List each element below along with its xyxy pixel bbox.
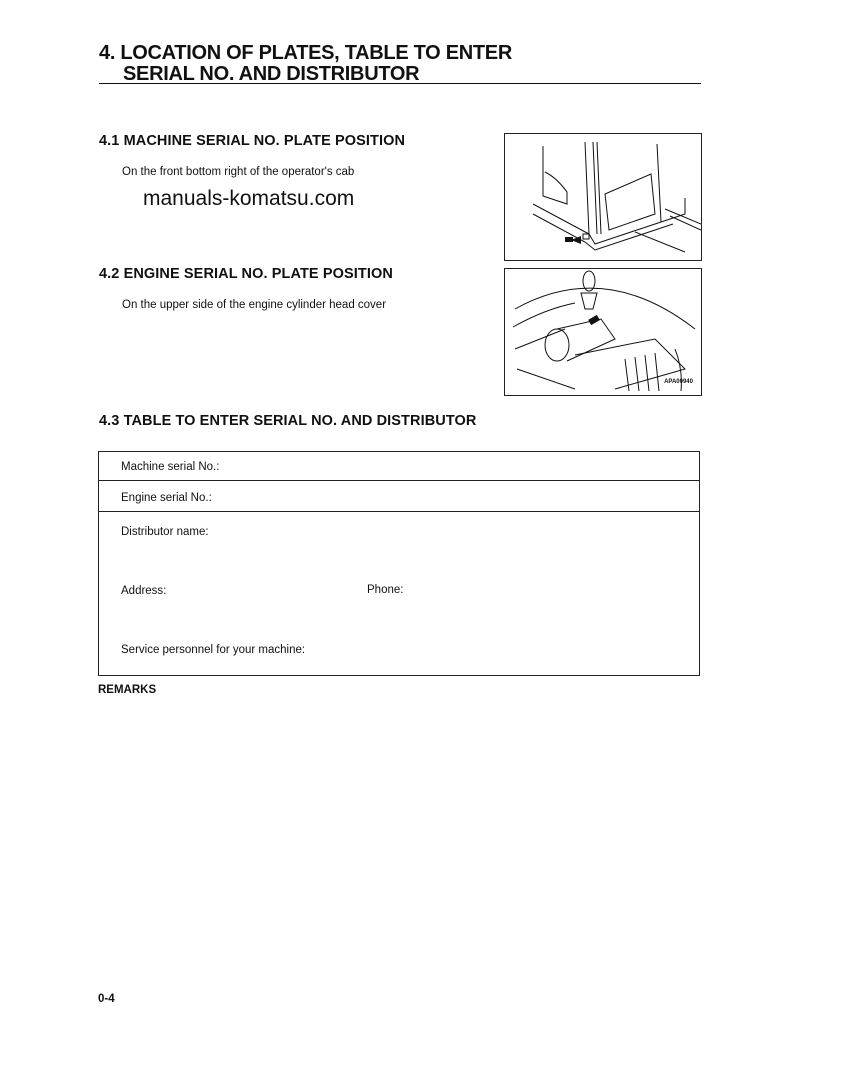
machine-serial-row — [99, 452, 699, 481]
page-title-line-1: 4. LOCATION OF PLATES, TABLE TO ENTER — [99, 42, 512, 64]
remarks-heading: REMARKS — [98, 684, 157, 696]
section-heading-4-3: 4.3 TABLE TO ENTER SERIAL NO. AND DISTRIBUTOR — [99, 413, 477, 429]
cab-plate-figure — [504, 133, 702, 261]
watermark: manuals-komatsu.com — [143, 187, 355, 210]
engine-serial-row — [99, 481, 699, 512]
title-divider — [99, 83, 701, 84]
section-text-4-1: On the front bottom right of the operator's cab — [122, 166, 355, 178]
page-title — [99, 43, 512, 85]
cab-plate-illustration-icon — [505, 134, 701, 260]
section-text-4-2: On the upper side of the engine cylinder head cover — [122, 299, 387, 311]
distributor-name-label: Distributor name: — [121, 526, 209, 538]
engine-serial-label: Engine serial No.: — [121, 492, 212, 504]
phone-label: Phone: — [367, 584, 404, 596]
page-title-line-2: SERIAL NO. AND DISTRIBUTOR — [123, 63, 420, 85]
page-number: 0-4 — [98, 993, 115, 1005]
section-heading-4-1: 4.1 MACHINE SERIAL NO. PLATE POSITION — [99, 133, 406, 149]
engine-plate-illustration-icon — [505, 269, 701, 395]
engine-plate-figure — [504, 268, 702, 396]
engine-figure-label: APA00940 — [664, 379, 693, 385]
address-label: Address: — [121, 585, 167, 597]
service-personnel-label: Service personnel for your machine: — [121, 644, 306, 656]
section-heading-4-2: 4.2 ENGINE SERIAL NO. PLATE POSITION — [99, 266, 393, 282]
machine-serial-label: Machine serial No.: — [121, 461, 220, 473]
serial-distributor-table — [98, 451, 700, 676]
